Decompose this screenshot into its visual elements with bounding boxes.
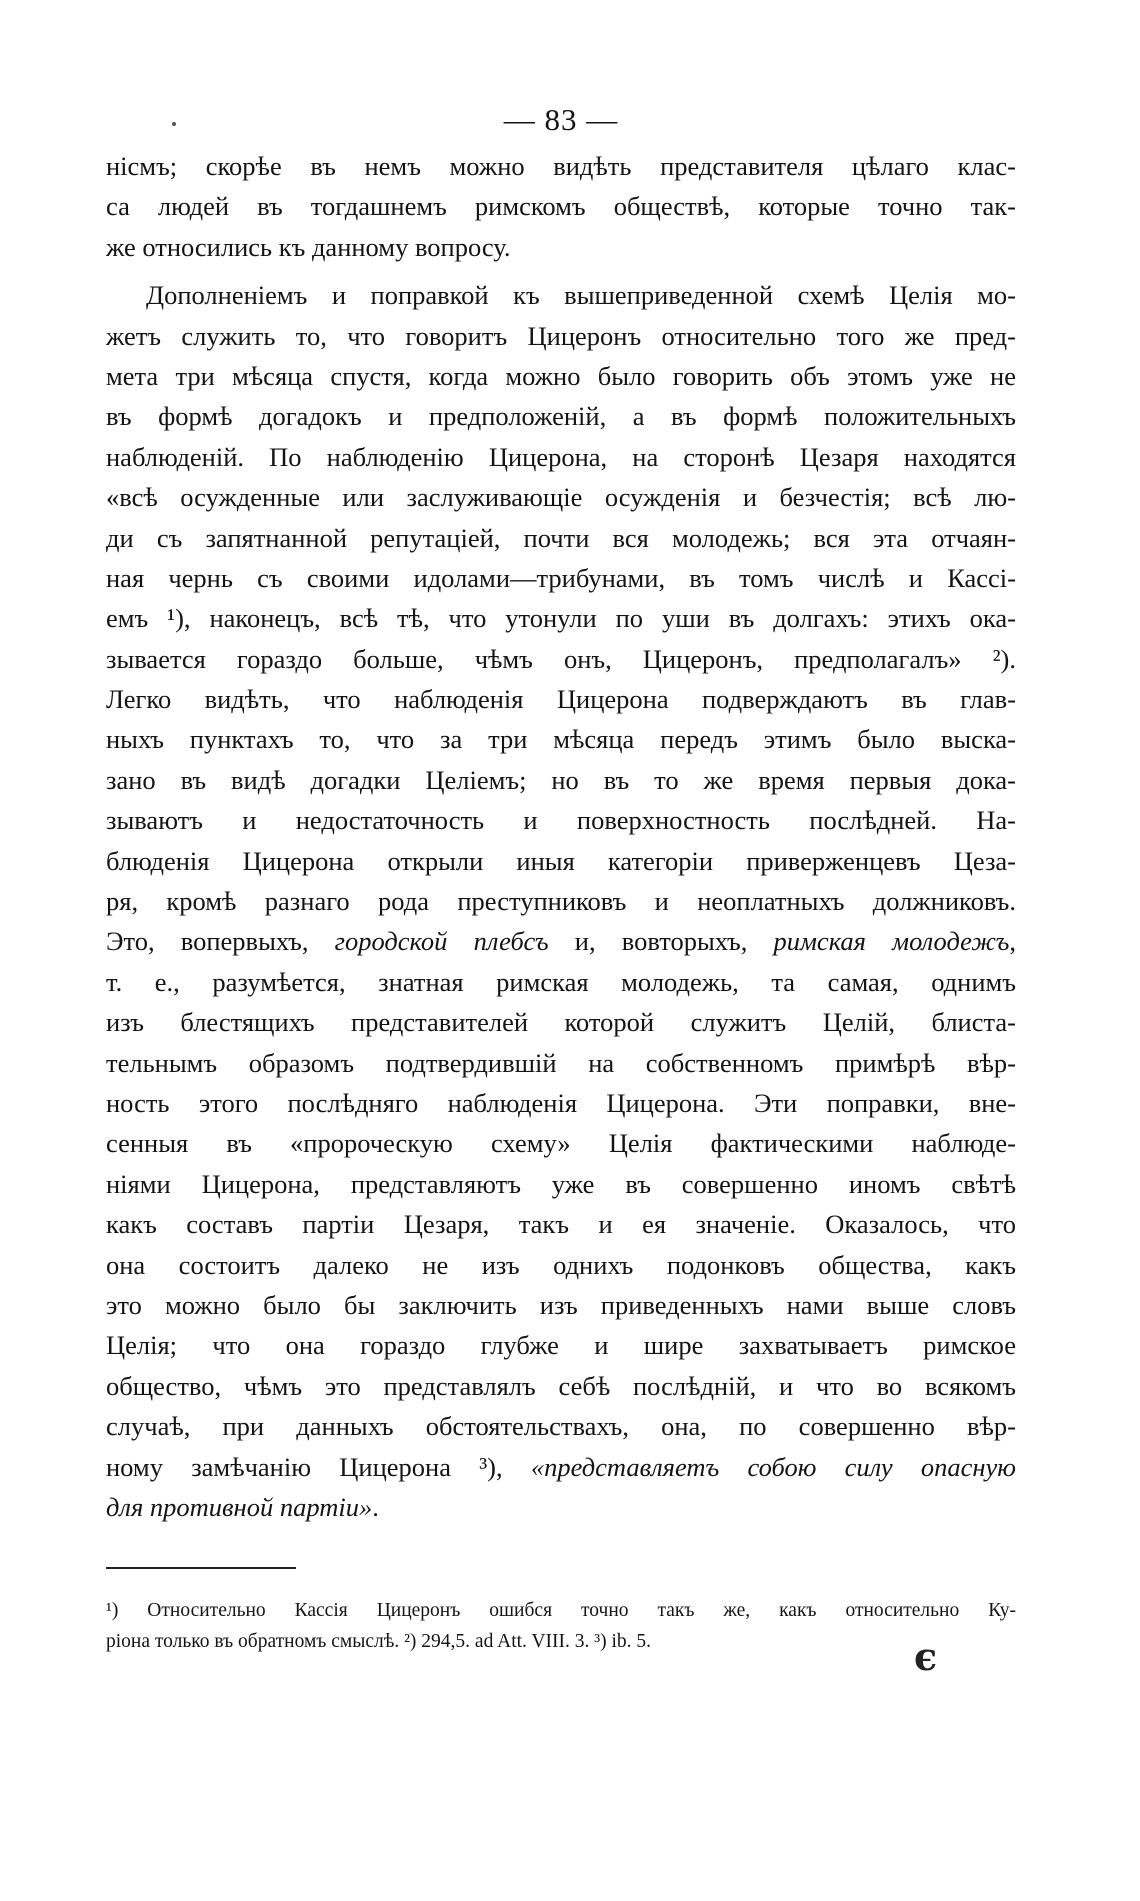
text-line: блюденія Цицерона открыли иныя категоріи приверженцевъ Цеза-	[106, 845, 1016, 876]
italic-phrase: «представляетъ собою силу опасную	[530, 1451, 1016, 1482]
text-segment: ,	[1009, 926, 1016, 957]
text-line: зывается гораздо больше, чѣмъ онъ, Цицеронъ, предполагалъ» ²).	[106, 643, 1016, 674]
text-line: это можно было бы заключить изъ приведенныхъ нами выше словъ	[106, 1289, 1016, 1320]
text-line: изъ блестящихъ представителей которой служитъ Целій, блиста-	[106, 1007, 1016, 1038]
text-segment: и, вовторыхъ,	[548, 926, 774, 957]
text-line: въ формѣ догадокъ и предположеній, а въ формѣ положительныхъ	[106, 401, 1016, 432]
text-line: же относились къ данному вопросу.	[106, 231, 511, 262]
text-line	[106, 1487, 1016, 1527]
footnote-line: ¹) Относительно Кассія Цицеронъ ошибся точно такъ же, какъ относительно Ку-	[106, 1600, 1016, 1622]
text-line: какъ составъ партіи Цезаря, такъ и ея значеніе. Оказалось, что	[106, 1209, 1016, 1240]
text-line: Легко видѣть, что наблюденія Цицерона подверждаютъ въ глав-	[106, 684, 1016, 715]
text-line: емъ ¹), наконецъ, всѣ тѣ, что утонули по уши въ долгахъ: этихъ ока-	[106, 603, 1016, 634]
text-line	[106, 1447, 1016, 1487]
text-line: Целія; что она гораздо глубже и шире захватываетъ римское	[106, 1330, 1016, 1361]
book-page	[106, 100, 1016, 1657]
text-line: Дополненіемъ и поправкой къ вышеприведенной схемѣ Целія мо-	[146, 280, 1016, 311]
text-line: ность этого послѣдняго наблюденія Цицерона. Эти поправки, вне-	[106, 1087, 1016, 1118]
text-line: она состоитъ далеко не изъ однихъ подонковъ общества, какъ	[106, 1249, 1016, 1280]
text-line: наблюденій. По наблюденію Цицерона, на сторонѣ Цезаря находятся	[106, 441, 1016, 472]
text-line: «всѣ осужденные или заслуживающіе осужденія и безчестія; всѣ лю-	[106, 482, 1016, 513]
text-line: зано въ видѣ догадки Целіемъ; но въ то же время первыя дока-	[106, 764, 1016, 795]
text-line: мета три мѣсяца спустя, когда можно было говорить объ этомъ уже не	[106, 360, 1016, 391]
text-line: ніями Цицерона, представляютъ уже въ совершенно иномъ свѣтѣ	[106, 1168, 1016, 1199]
text-segment: ному замѣчанію Цицерона ³),	[106, 1451, 531, 1482]
text-line	[106, 921, 1016, 961]
text-line: случаѣ, при данныхъ обстоятельствахъ, она, по совершенно вѣр-	[106, 1411, 1016, 1442]
text-line: т. е., разумѣется, знатная римская молодежь, та самая, однимъ	[106, 966, 1016, 997]
italic-phrase: римская молодежъ	[773, 926, 1010, 957]
footnote-line: ріона только въ обратномъ смыслѣ. ²) 294,5. ad Att. VIII. 3. ³) ib. 5.	[106, 1631, 652, 1653]
text-line: жетъ служить то, что говоритъ Цицеронъ относительно того же пред-	[106, 320, 1016, 351]
text-line: сенныя въ «пророческую схему» Целія фактическими наблюде-	[106, 1128, 1016, 1159]
signature-mark: є	[914, 1634, 938, 1679]
italic-phrase: городской плебсъ	[334, 926, 549, 957]
paragraph-gap	[106, 267, 1016, 275]
text-segment: .	[372, 1491, 379, 1522]
text-segment: Это, вопервыхъ,	[106, 926, 335, 957]
text-line: общество, чѣмъ это представлялъ себѣ послѣдній, и что во всякомъ	[106, 1370, 1016, 1401]
page-number: — 83 —	[503, 102, 619, 137]
text-line: ди съ запятнанной репутаціей, почти вся молодежь; вся эта отчаян-	[106, 522, 1016, 553]
body-text	[106, 146, 1016, 1527]
text-line: ря, кромѣ разнаго рода преступниковъ и неоплатныхъ должниковъ.	[106, 886, 1016, 917]
text-line: зываютъ и недостаточность и поверхностность послѣдней. На-	[106, 805, 1016, 836]
italic-phrase: для противной партіи»	[106, 1491, 373, 1522]
text-line: нісмъ; скорѣе въ немъ можно видѣть представителя цѣлаго клас-	[106, 151, 1016, 181]
text-line: ныхъ пунктахъ то, что за три мѣсяца передъ этимъ было выска-	[106, 724, 1016, 755]
footnote-rule	[106, 1567, 296, 1569]
text-line: ная чернь съ своими идолами—трибунами, въ томъ числѣ и Кассі-	[106, 562, 1016, 593]
text-line: са людей въ тогдашнемъ римскомъ обществѣ, которые точно так-	[106, 191, 1016, 222]
text-line: тельнымъ образомъ подтвердившій на собственномъ примѣрѣ вѣр-	[106, 1047, 1016, 1078]
footnotes	[106, 1595, 1016, 1657]
